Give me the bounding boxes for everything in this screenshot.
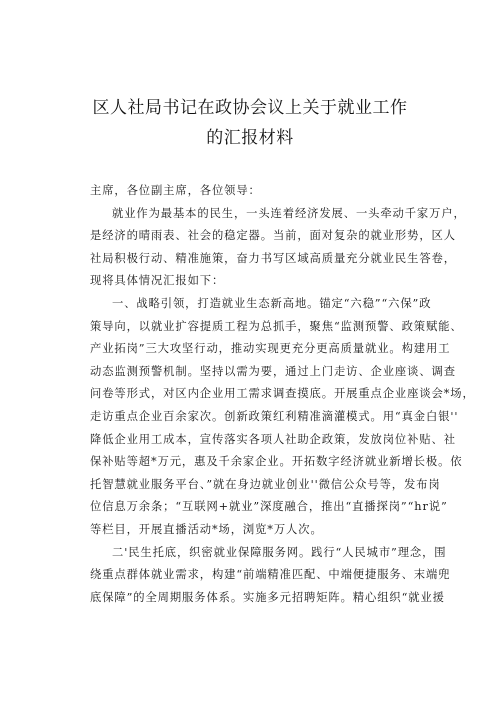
body-text-line: 底保障”的全周期服务体系。实施多元招聘矩阵。精心组织“就业援 — [90, 590, 445, 604]
body-text-line: 主席，各位副主席，各位领导： — [90, 184, 261, 197]
body-text-line: 社局积极行动、精准施策，奋力书写区域高质量充分就业民生答卷， — [90, 251, 456, 265]
body-text-line: 保补贴等超*万元，惠及千余家企业。开拓数字经济就业新增长极。依 — [90, 455, 463, 469]
document-title-line-1: 区人社局书记在政协会议上关于就业工作 — [92, 98, 408, 118]
body-text-line: 问卷等形式，对区内企业用工需求调查摸底。开展重点企业座谈会*场， — [90, 387, 475, 401]
body-text-line: 托智慧就业服务平台、”就在身边就业创业''微信公众号等，发布岗 — [90, 477, 441, 491]
document-body — [90, 180, 475, 609]
body-text-line: 走访重点企业百余家次。创新政策红利精准滴灌模式。用“真金白银'' — [90, 409, 459, 423]
body-text-line: 绕重点群体就业需求，构建“前端精准匹配、中端便捷服务、末端兜 — [90, 568, 451, 582]
document-title-line-2: 的汇报材料 — [206, 128, 294, 148]
body-text-line: 等栏目，开展直播活动*场，浏览*万人次。 — [90, 522, 323, 536]
body-text-line: 动态监测预警机制。坚持以需为要，通过上门走访、企业座谈、调查 — [90, 364, 456, 378]
body-text-line: 是经济的晴雨表、社会的稳定器。当前，面对复杂的就业形势，区人 — [90, 229, 456, 243]
body-text-line: 一、战略引领，打造就业生态新高地。锚定“六稳”“六保”政 — [112, 296, 432, 310]
body-text-line: 位信息万余条；“互联网+就业”深度融合，推出“直播探岗”“hr说” — [90, 500, 448, 514]
body-text-line: 降低企业用工成本，宣传落实各项人社助企政策，发放岗位补贴、社 — [90, 432, 456, 446]
body-text-line: 策导向，以就业扩容提质工程为总抓手，聚焦“监测预警、政策赋能、 — [90, 319, 463, 333]
body-text-line: 就业作为最基本的民生，一头连着经济发展、一头牵动千家万户， — [112, 206, 466, 220]
body-text-line: 现将具体情况汇报如下： — [90, 274, 225, 288]
body-text-line: 产业拓岗”三大攻坚行动，推动实现更充分更高质量就业。构建用工 — [90, 342, 451, 356]
body-text-line: 二'民生托底，织密就业保障服务网。践行“人民城市”理念，围 — [112, 545, 447, 559]
